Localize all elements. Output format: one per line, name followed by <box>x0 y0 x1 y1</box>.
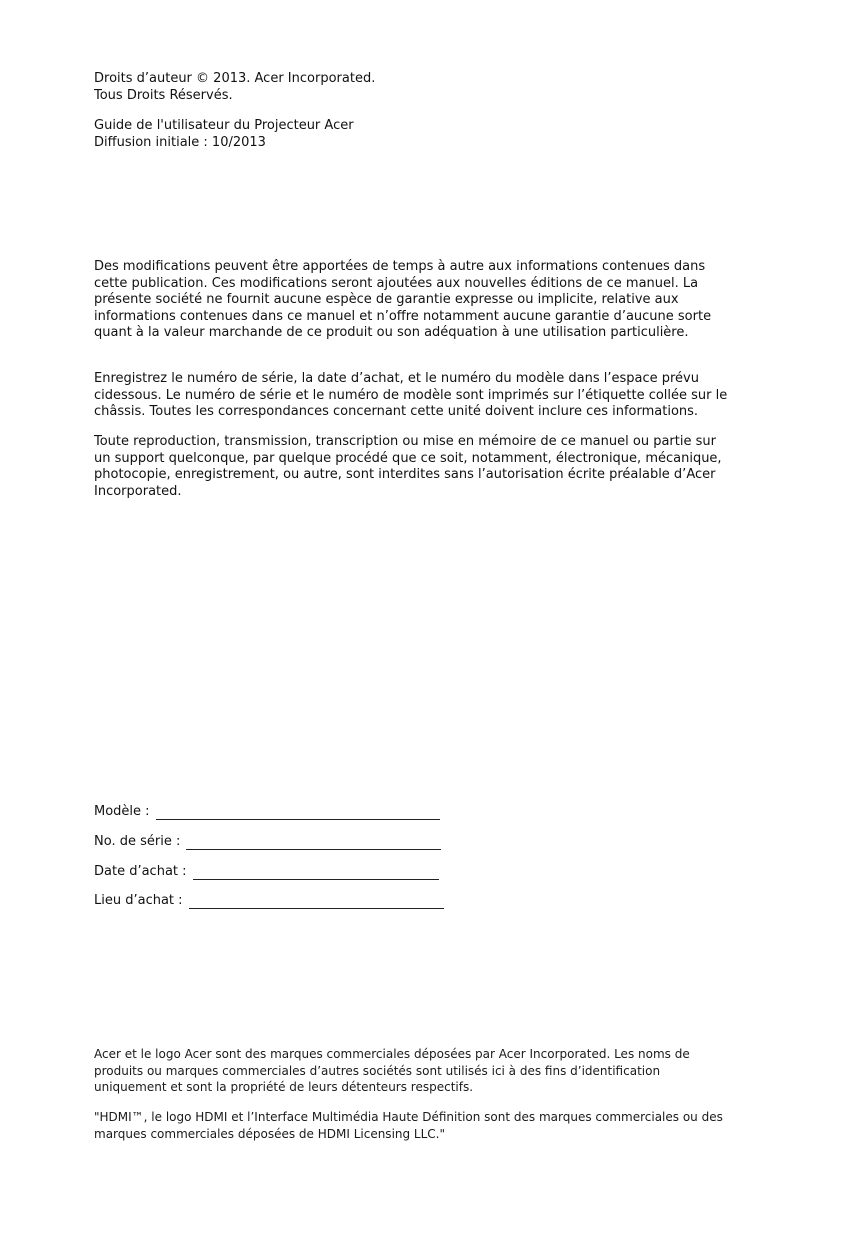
model-underline[interactable] <box>156 806 440 820</box>
disclaimer-paragraph-wrap <box>94 259 734 342</box>
trademark-notice: Acer et le logo Acer sont des marques commerciales déposées par Acer Incorporated. Les noms de produits ou marques commerciales d’autres sociétés sont utilisés ici à des fins d’identification uniquement et sont la propriété de leurs détenteurs respectifs. <box>94 1047 690 1094</box>
reproduction-paragraph: Toute reproduction, transmission, transcription ou mise en mémoire de ce manuel ou partie sur un support quelconque, par quelque procédé que ce soit, notamment, électronique, mécanique, photocopie, enregistrement, ou autre, sont interdites sans l’autorisation écrite préalable d’Acer Incorporated. <box>94 434 722 499</box>
serial-underline[interactable] <box>186 836 441 850</box>
hdmi-notice: "HDMI™, le logo HDMI et l’Interface Multimédia Haute Définition sont des marques commerciales ou des marques commerciales déposées de HDMI Licensing LLC." <box>94 1110 723 1141</box>
copyright-line: Droits d’auteur © 2013. Acer Incorporated. <box>94 71 376 86</box>
copyright-block <box>94 70 744 104</box>
initial-release: Diffusion initiale : 10/2013 <box>94 135 266 150</box>
registration-paragraph-wrap <box>94 371 739 421</box>
hdmi-notice-wrap <box>94 1109 734 1142</box>
trademark-notice-wrap <box>94 1046 719 1096</box>
purchase-date-label: Date d’achat : <box>94 864 187 879</box>
model-label: Modèle : <box>94 804 150 819</box>
disclaimer-paragraph: Des modifications peuvent être apportées de temps à autre aux informations contenues dans cette publication. Ces modifications seront ajoutées aux nouvelles éditions de ce manuel. La présente société ne fournit aucune espèce de garantie expresse ou implicite, relative aux informations contenues dans ce manuel et n’offre notamment aucune garantie d’aucune sorte quant à la valeur marchande de ce produit ou son adéquation à une utilisation particulière. <box>94 259 712 341</box>
registration-paragraph: Enregistrez le numéro de série, la date d’achat, et le numéro du modèle dans l’espace prévu cidessous. Le numéro de série et le numéro de modèle sont imprimés sur l’étiquette collée sur le châssis. Toutes les correspondances concernant cette unité doivent inclure ces informations. <box>94 371 728 420</box>
purchase-place-underline[interactable] <box>189 895 444 909</box>
serial-field <box>94 830 441 850</box>
purchase-date-underline[interactable] <box>193 866 439 880</box>
model-field <box>94 800 440 820</box>
guide-title: Guide de l'utilisateur du Projecteur Acer <box>94 118 354 133</box>
purchase-date-field <box>94 860 439 880</box>
rights-line: Tous Droits Réservés. <box>94 88 233 103</box>
purchase-place-field <box>94 889 444 909</box>
purchase-place-label: Lieu d’achat : <box>94 893 183 908</box>
guide-info-block <box>94 117 744 151</box>
serial-label: No. de série : <box>94 834 181 849</box>
reproduction-paragraph-wrap <box>94 434 734 500</box>
